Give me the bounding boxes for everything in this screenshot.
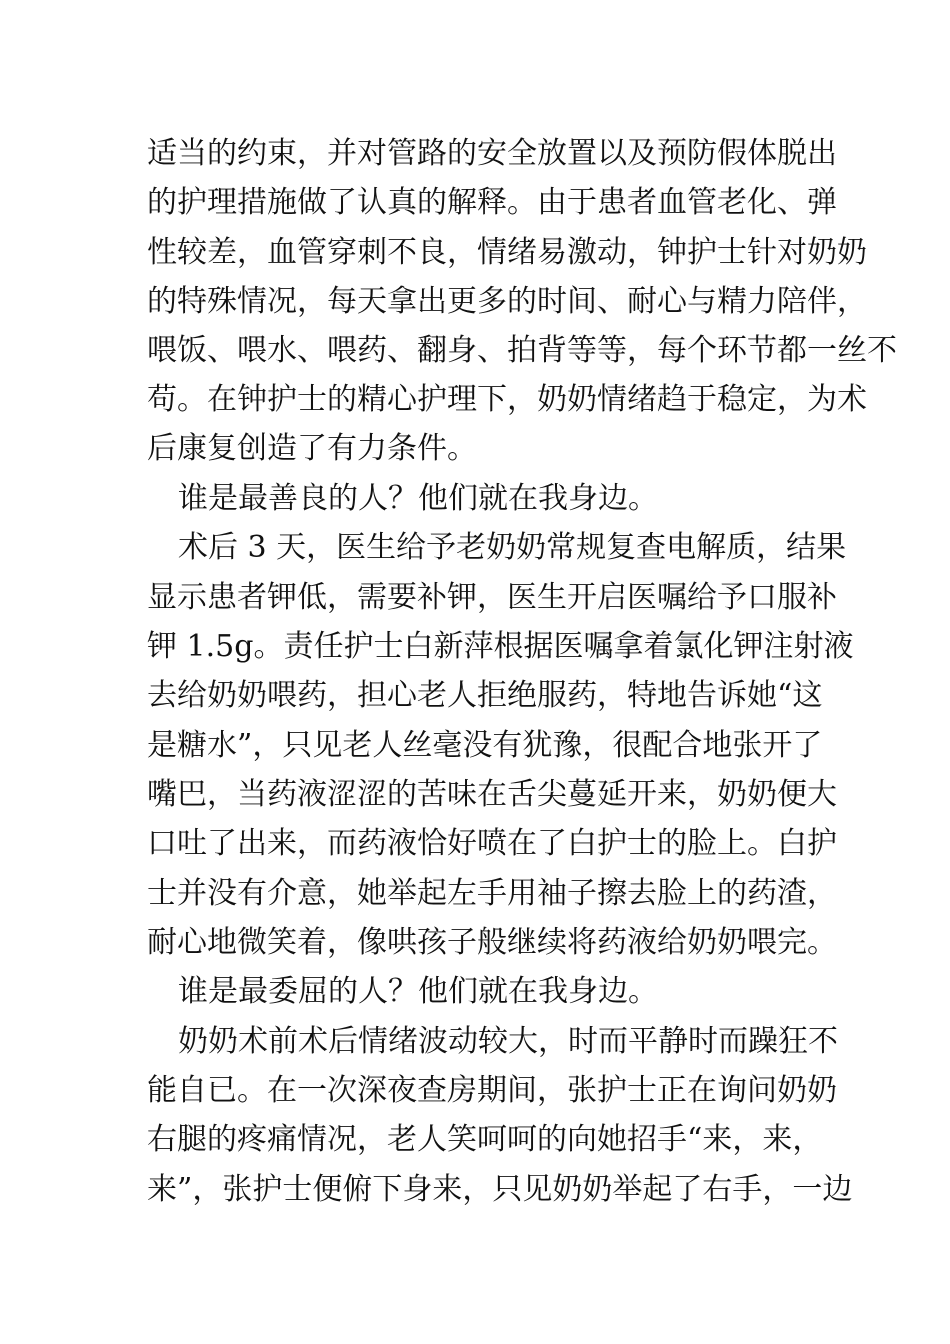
paragraph-1-line-2: 的护理措施做了认真的解释。由于患者血管老化、弹 <box>147 185 837 220</box>
section-heading-kindest: 谁是最善良的人？他们就在我身边。 <box>178 481 658 516</box>
paragraph-1-line-3: 性较差，血管穿刺不良，情绪易激动，钟护士针对奶奶 <box>147 235 867 270</box>
paragraph-2-line-5: 是糖水”，只见老人丝毫没有犹豫，很配合地张开了 <box>147 728 823 763</box>
paragraph-2-line-9: 耐心地微笑着，像哄孩子般继续将药液给奶奶喂完。 <box>147 925 837 960</box>
paragraph-1-line-4: 的特殊情况，每天拿出更多的时间、耐心与精力陪伴， <box>147 284 867 319</box>
paragraph-2-line-2: 显示患者钾低，需要补钾，医生开启医嘱给予口服补 <box>147 580 837 615</box>
section-heading-most-wronged: 谁是最委屈的人？他们就在我身边。 <box>178 974 658 1009</box>
paragraph-2-line-4: 去给奶奶喂药，担心老人拒绝服药，特地告诉她“这 <box>147 678 823 713</box>
paragraph-2-line-1: 术后 3 天，医生给予老奶奶常规复查电解质，结果 <box>178 530 847 565</box>
paragraph-1-line-6: 苟。在钟护士的精心护理下，奶奶情绪趋于稳定，为术 <box>147 382 867 417</box>
paragraph-3-line-1: 奶奶术前术后情绪波动较大，时而平静时而躁狂不 <box>178 1024 838 1059</box>
paragraph-3-line-2: 能自已。在一次深夜查房期间，张护士正在询问奶奶 <box>147 1073 837 1108</box>
paragraph-2-line-8: 士并没有介意，她举起左手用袖子擦去脸上的药渣， <box>147 876 837 911</box>
paragraph-1-line-7: 后康复创造了有力条件。 <box>147 431 477 466</box>
paragraph-1-line-5: 喂饭、喂水、喂药、翻身、拍背等等，每个环节都一丝不 <box>147 333 897 368</box>
paragraph-1-line-1: 适当的约束，并对管路的安全放置以及预防假体脱出 <box>147 136 837 171</box>
paragraph-2-line-6: 嘴巴，当药液涩涩的苦味在舌尖蔓延开来，奶奶便大 <box>147 777 837 812</box>
paragraph-3-line-3: 右腿的疼痛情况，老人笑呵呵的向她招手“来，来， <box>147 1122 823 1157</box>
paragraph-3-line-4: 来”，张护士便俯下身来，只见奶奶举起了右手，一边 <box>147 1172 853 1207</box>
paragraph-2-line-3: 钾 1.5g。责任护士白新萍根据医嘱拿着氯化钾注射液 <box>147 629 854 664</box>
paragraph-2-line-7: 口吐了出来，而药液恰好喷在了白护士的脸上。白护 <box>147 826 837 861</box>
